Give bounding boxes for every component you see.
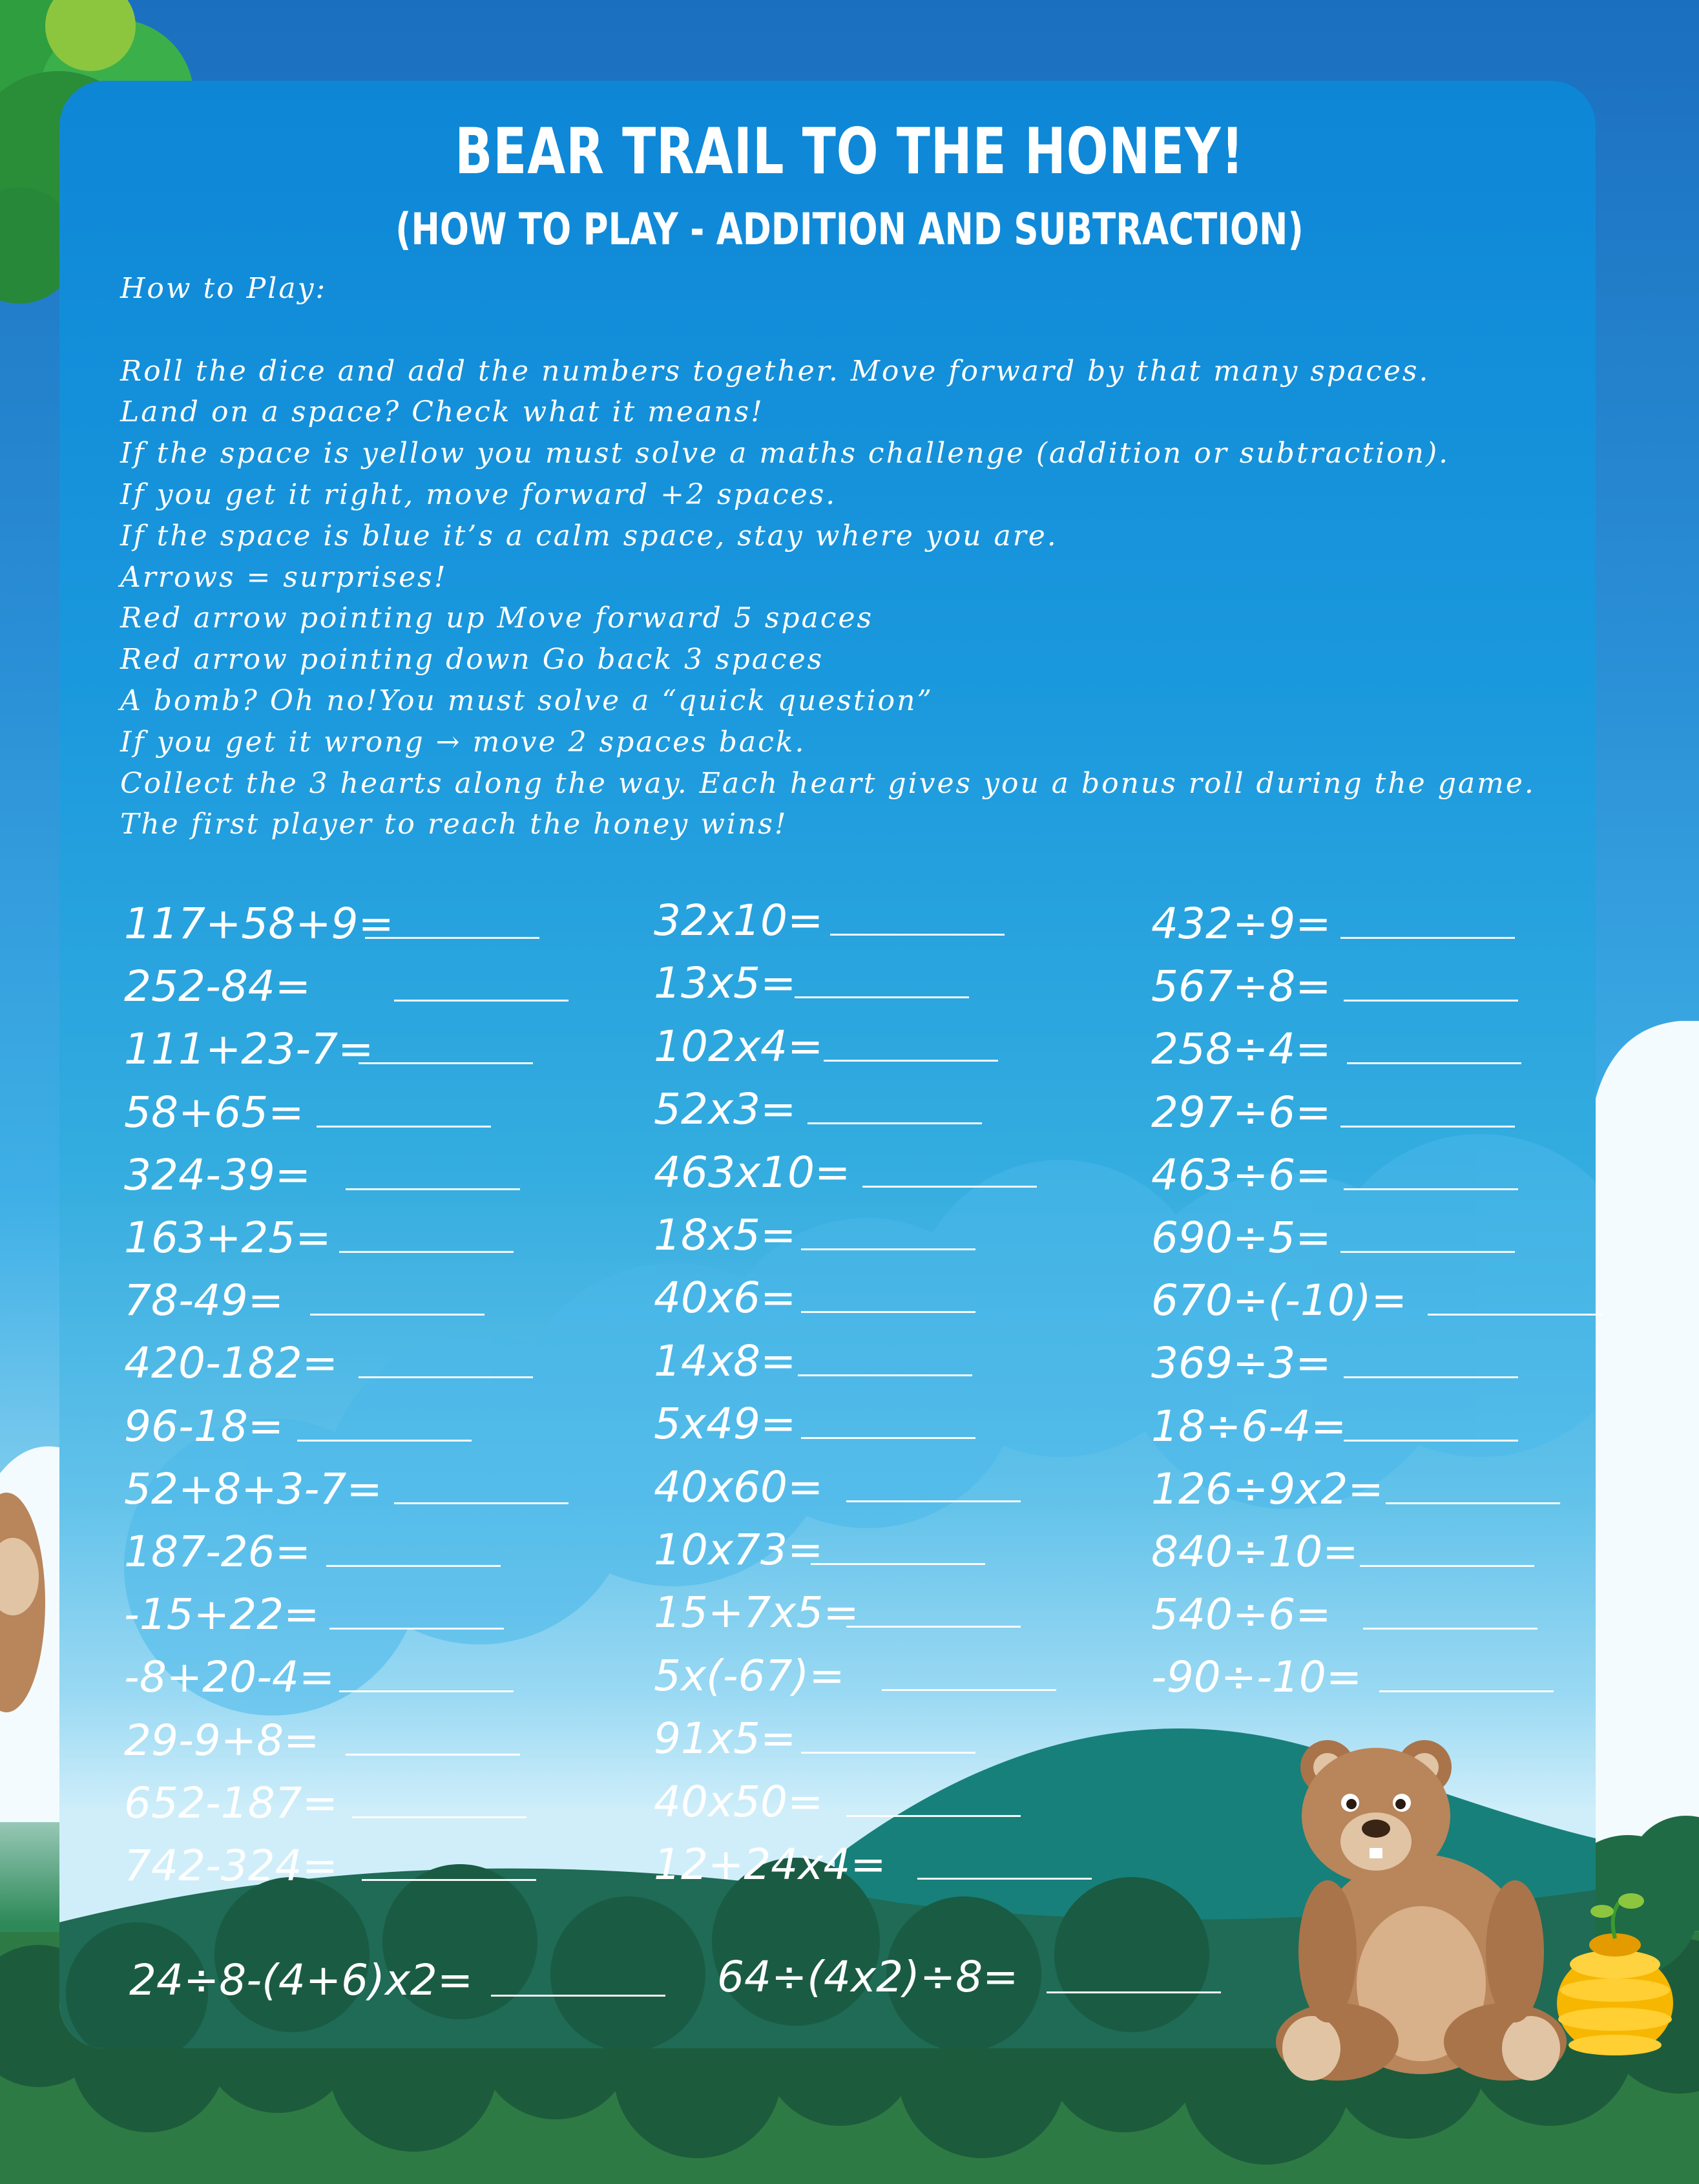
problem-text: 96-18= — [124, 1401, 284, 1451]
problem-text: 91x5= — [654, 1714, 797, 1764]
answer-blank[interactable] — [1347, 1062, 1521, 1064]
instruction-line: The first player to reach the honey wins! — [120, 808, 788, 841]
problem-text: 10x73= — [654, 1525, 824, 1575]
problem-text: 567÷8= — [1151, 961, 1331, 1012]
problem-text: 18÷6-4= — [1151, 1401, 1347, 1451]
answer-blank[interactable] — [830, 934, 1005, 936]
answer-blank[interactable] — [310, 1314, 485, 1316]
brown-bear-icon — [1276, 1740, 1567, 2081]
answer-blank[interactable] — [491, 1995, 665, 1997]
problem-text: 15+7x5= — [654, 1588, 859, 1638]
problem-text: -15+22= — [124, 1590, 320, 1640]
problem-text: 463÷6= — [1151, 1150, 1331, 1200]
answer-blank[interactable] — [811, 1563, 985, 1565]
instruction-line: If you get it right, move forward +2 spaces. — [120, 478, 837, 511]
answer-blank[interactable] — [795, 996, 969, 998]
answer-blank[interactable] — [1047, 1991, 1221, 1993]
problem-text: 40x6= — [654, 1273, 797, 1323]
answer-blank[interactable] — [798, 1374, 972, 1376]
answer-blank[interactable] — [801, 1752, 975, 1754]
problem-text: 126÷9x2= — [1151, 1464, 1384, 1514]
problem-text: 652-187= — [124, 1778, 339, 1828]
spacer — [120, 310, 1536, 351]
problem-text: 742-324= — [124, 1841, 339, 1891]
answer-blank[interactable] — [352, 1816, 526, 1818]
instruction-line: Collect the 3 hearts along the way. Each heart gives you a bonus roll during the game. — [120, 766, 1536, 800]
problem-text: 78-49= — [124, 1276, 284, 1326]
problem-text: 369÷3= — [1151, 1338, 1331, 1389]
answer-blank[interactable] — [801, 1248, 975, 1250]
answer-blank[interactable] — [808, 1122, 982, 1124]
problem-text: 52+8+3-7= — [124, 1464, 382, 1514]
answer-blank[interactable] — [1344, 1000, 1518, 1002]
answer-blank[interactable] — [917, 1878, 1092, 1880]
problem-text: 102x4= — [654, 1021, 824, 1071]
answer-blank[interactable] — [1379, 1690, 1554, 1692]
problem-text: 13x5= — [654, 958, 797, 1009]
answer-blank[interactable] — [317, 1126, 491, 1128]
answer-blank[interactable] — [824, 1060, 998, 1062]
answer-blank[interactable] — [846, 1626, 1021, 1628]
problem-text: 29-9+8= — [124, 1715, 320, 1765]
problem-text: 52x3= — [654, 1084, 797, 1135]
problem-text: 5x49= — [654, 1399, 797, 1449]
problem-text: 58+65= — [124, 1087, 304, 1137]
instruction-line: Arrows = surprises! — [120, 560, 448, 594]
answer-blank[interactable] — [1360, 1565, 1534, 1567]
answer-blank[interactable] — [329, 1628, 504, 1630]
problem-text: 252-84= — [124, 961, 311, 1012]
answer-blank[interactable] — [362, 1879, 536, 1881]
answer-blank[interactable] — [339, 1690, 514, 1692]
answer-blank[interactable] — [1344, 1440, 1518, 1442]
instruction-line: If the space is blue it’s a calm space, stay where you are. — [120, 519, 1058, 552]
answer-blank[interactable] — [359, 1062, 533, 1064]
honey-pot-icon — [1557, 1893, 1673, 2055]
answer-blank[interactable] — [346, 1754, 520, 1756]
problem-text: 111+23-7= — [124, 1024, 374, 1075]
instruction-line: If you get it wrong → move 2 spaces back. — [120, 725, 806, 759]
instructions — [120, 268, 1536, 845]
instruction-line: Red arrow pointing down Go back 3 spaces — [120, 643, 824, 677]
answer-blank[interactable] — [339, 1251, 514, 1253]
answer-blank[interactable] — [846, 1815, 1021, 1817]
instruction-line: If the space is yellow you must solve a maths challenge (addition or subtraction). — [120, 437, 1450, 470]
problem-text: -90÷-10= — [1151, 1652, 1362, 1703]
problem-text: 670÷(-10)= — [1151, 1276, 1407, 1326]
answer-blank[interactable] — [1386, 1502, 1560, 1504]
problem-text: 163+25= — [124, 1213, 331, 1263]
answer-blank[interactable] — [1344, 1376, 1518, 1378]
answer-blank[interactable] — [394, 1502, 568, 1504]
problem-text: 540÷6= — [1151, 1590, 1331, 1640]
answer-blank[interactable] — [346, 1188, 520, 1190]
answer-blank[interactable] — [801, 1311, 975, 1313]
problem-text: 463x10= — [654, 1147, 851, 1197]
answer-blank[interactable] — [846, 1500, 1021, 1502]
answer-blank[interactable] — [1340, 1251, 1515, 1253]
problem-text: 117+58+9= — [124, 899, 394, 949]
answer-blank[interactable] — [1340, 937, 1515, 939]
answer-blank[interactable] — [297, 1440, 472, 1442]
problem-text: 14x8= — [654, 1336, 797, 1386]
answer-blank[interactable] — [1428, 1314, 1602, 1316]
problem-text: 690÷5= — [1151, 1213, 1331, 1263]
answer-blank[interactable] — [1340, 1126, 1515, 1128]
answer-blank[interactable] — [801, 1437, 975, 1439]
page-subtitle: (HOW TO PLAY - ADDITION AND SUBTRACTION) — [395, 204, 1304, 255]
instruction-line: Red arrow pointing up Move forward 5 spaces — [120, 602, 874, 635]
answer-blank[interactable] — [1344, 1188, 1518, 1190]
answer-blank[interactable] — [882, 1689, 1056, 1691]
answer-blank[interactable] — [365, 937, 539, 939]
problem-text: 40x50= — [654, 1776, 824, 1827]
answer-blank[interactable] — [326, 1565, 501, 1567]
problem-text: 32x10= — [654, 896, 824, 945]
problem-text: 64÷(4x2)÷8= — [717, 1952, 1019, 2002]
problem-text: 420-182= — [124, 1338, 339, 1389]
instruction-line: Land on a space? Check what it means! — [120, 395, 764, 429]
problem-text: 12+24x4= — [654, 1840, 886, 1889]
problem-text: 18x5= — [654, 1210, 797, 1260]
problem-text: 840÷10= — [1151, 1527, 1359, 1577]
answer-blank[interactable] — [359, 1376, 533, 1378]
problem-text: 324-39= — [124, 1150, 311, 1200]
page-title: BEAR TRAIL TO THE HONEY! — [455, 115, 1244, 189]
instructions-heading: How to Play: — [120, 272, 328, 305]
problem-text: 24÷8-(4+6)x2= — [129, 1955, 474, 2005]
problem-text: 5x(-67)= — [654, 1650, 845, 1701]
bear-illustration — [1266, 1732, 1680, 2094]
problem-text: -8+20-4= — [124, 1652, 335, 1703]
problem-text: 258÷4= — [1151, 1024, 1331, 1075]
problem-text: 187-26= — [124, 1527, 311, 1577]
instruction-line: Roll the dice and add the numbers together. Move forward by that many spaces. — [120, 354, 1430, 388]
instruction-line: A bomb? Oh no!You must solve a “quick question” — [120, 684, 933, 717]
problem-text: 432÷9= — [1151, 899, 1331, 949]
answer-blank[interactable] — [394, 1000, 568, 1002]
problem-text: 40x60= — [654, 1462, 824, 1512]
answer-blank[interactable] — [1363, 1628, 1537, 1630]
answer-blank[interactable] — [862, 1186, 1037, 1188]
problem-text: 297÷6= — [1151, 1087, 1331, 1137]
